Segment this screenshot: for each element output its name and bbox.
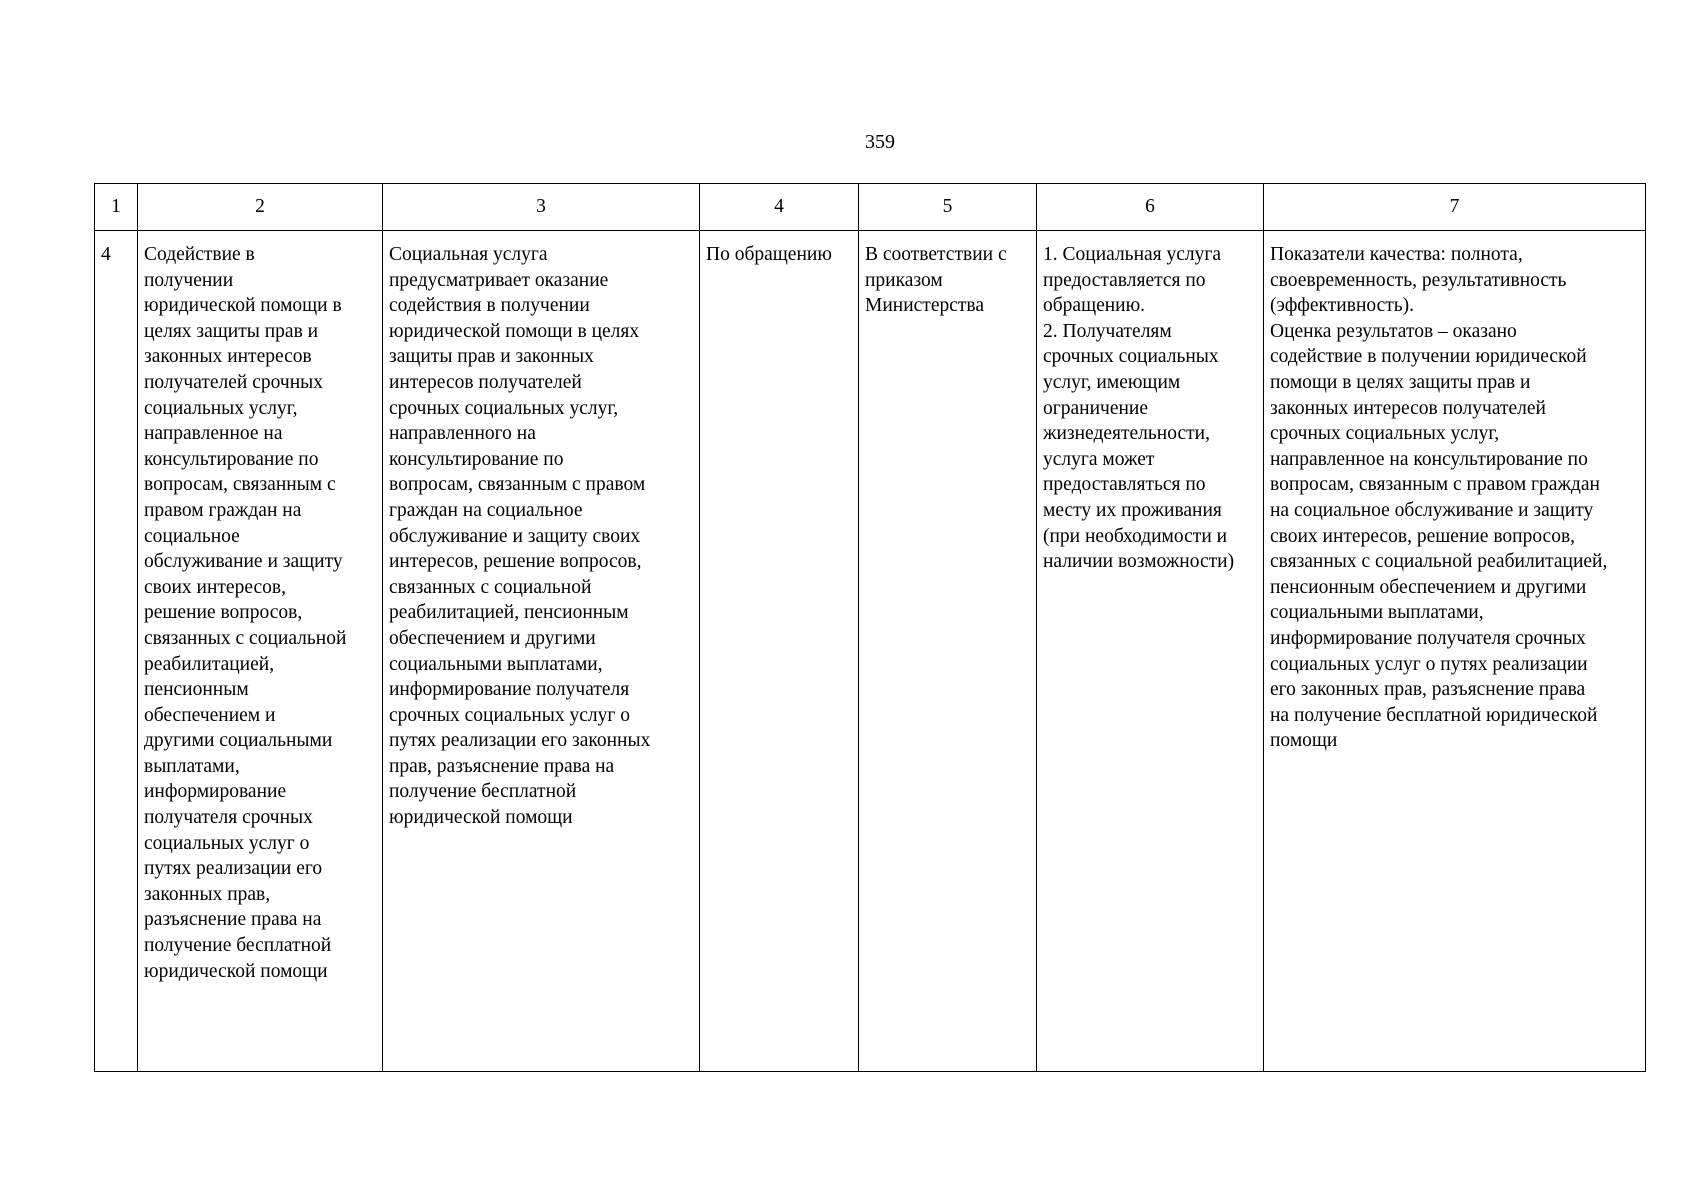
provision-frequency-cell: [700, 231, 859, 1072]
service-name: Содействие в получении юридической помощи в целях защиты прав и законных интересов получателей срочных социальных услуг, направленное на консультирование по вопросам, связанным с правом граждан на социальное обслуживание и защиту своих интересов, решение вопросов, связанных с социальной реабилитацией, пенсионным обеспечением и другими социальными выплатами, информирование получателя срочных социальных услуг о путях реализации его законных прав, разъяснение права на получение бесплатной юридической помощи: [144, 244, 347, 982]
row-number: 4: [101, 244, 111, 265]
provision-frequency: По обращению: [706, 244, 832, 265]
column-header-4: 4: [700, 184, 859, 231]
service-description-cell: [383, 231, 700, 1072]
service-table: [94, 183, 1646, 1072]
column-header-6: 6: [1037, 184, 1264, 231]
service-rate-cell: [859, 231, 1037, 1072]
column-header-2: 2: [138, 184, 383, 231]
column-header-1: 1: [95, 184, 138, 231]
row-number-cell: [95, 231, 138, 1072]
column-header-7: 7: [1264, 184, 1646, 231]
provision-conditions-cell: [1037, 231, 1264, 1072]
quality-indicators-cell: [1264, 231, 1646, 1072]
table-row: [95, 231, 1646, 1072]
provision-conditions: 1. Социальная услуга предоставляется по обращению. 2. Получателям срочных социальных услуг, имеющим ограничение жизнедеятельности, услуга может предоставляться по месту их проживания (при необходимости и наличии возможности): [1043, 244, 1235, 573]
service-description: Социальная услуга предусматривает оказание содействия в получении юридической помощи в целях защиты прав и законных интересов получателей срочных социальных услуг, направленного на консультирование по вопросам, связанным с правом граждан на социальное обслуживание и защиту своих интересов, решение вопросов, связанных с социальной реабилитацией, пенсионным обеспечением и другими социальными выплатами, информирование получателя срочных социальных услуг о путях реализации его законных прав, разъяснение права на получение бесплатной юридической помощи: [389, 244, 651, 829]
column-header-5: 5: [859, 184, 1037, 231]
service-rate: В соответствии с приказом Министерства: [865, 244, 1007, 317]
table-header-row: [95, 184, 1646, 231]
page-number: 359: [865, 131, 895, 153]
column-header-3: 3: [383, 184, 700, 231]
quality-indicators: Показатели качества: полнота, своевременность, результативность (эффективность). Оценка результатов – оказано содействие в получении юридической помощи в целях защиты прав и законных интересов получателей срочных социальных услуг, направленное на консультирование по вопросам, связанным с правом граждан на социальное обслуживание и защиту своих интересов, решение вопросов, связанных с социальной реабилитацией, пенсионным обеспечением и другими социальными выплатами, информирование получателя срочных социальных услуг о путях реализации его законных прав, разъяснение права на получение бесплатной юридической помощи: [1270, 244, 1608, 752]
service-name-cell: [138, 231, 383, 1072]
